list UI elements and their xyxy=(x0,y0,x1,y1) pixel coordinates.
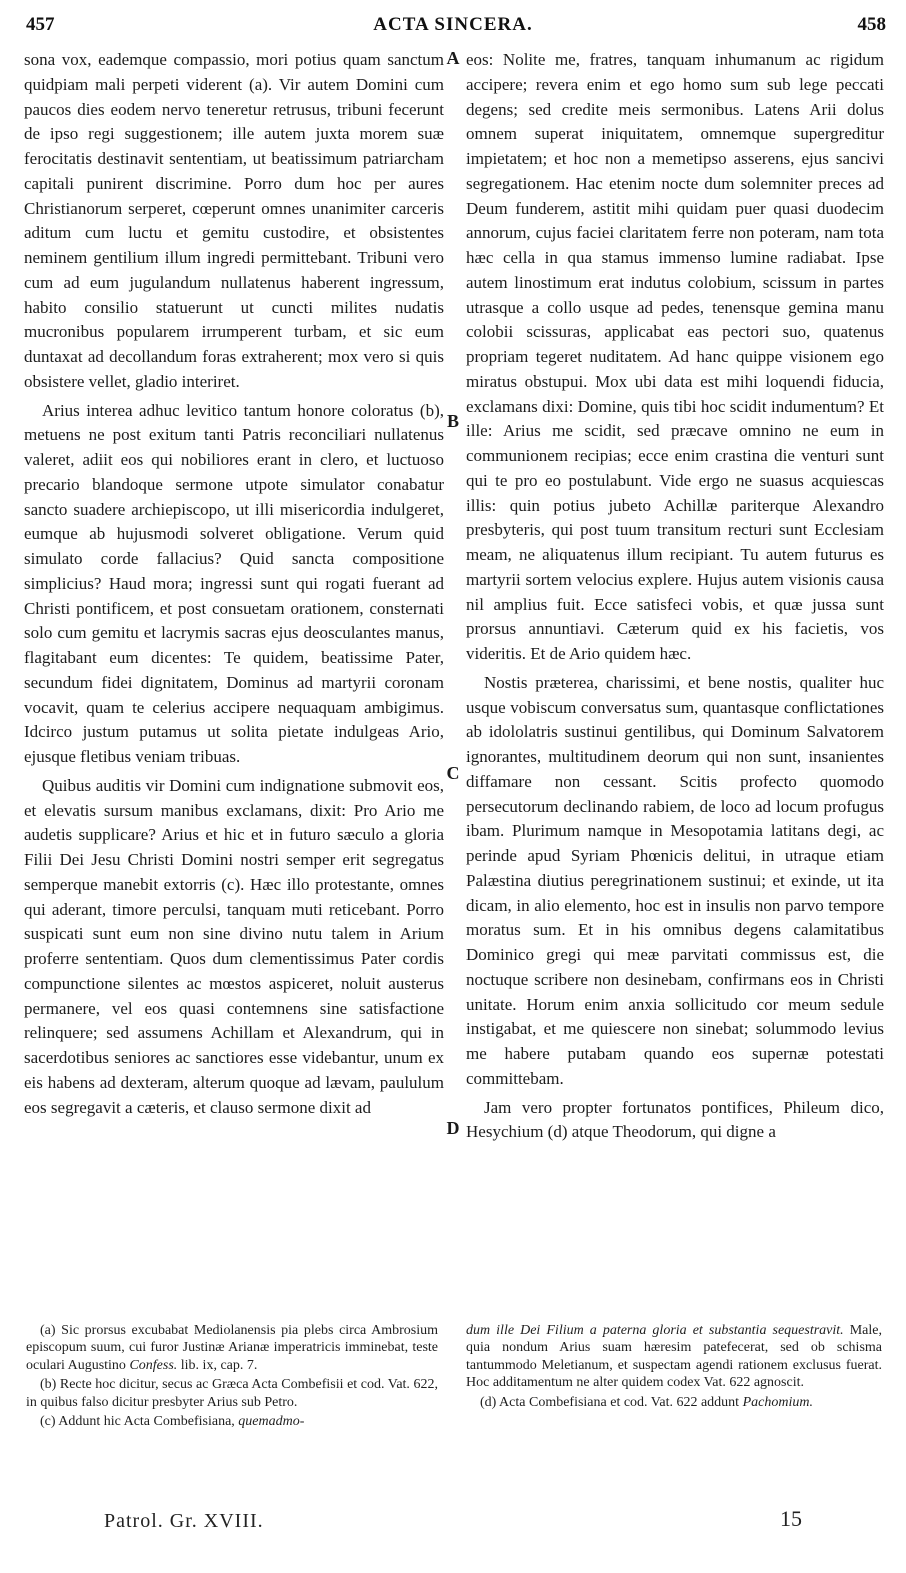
margin-marker-a: A xyxy=(446,48,460,68)
left-paragraph-2: Arius interea adhuc levitico tantum honore coloratus (b), metuens ne post exitum tanti Patris reconciliari nullatenus valeret, adiit eos qui nobiliores erant in clero, et luctuoso precario blandoque sermone utpote simulator conabatur sancto suadere archiepiscopo, ut illi misericordia indulgeret, eumque ab hujusmodi solveret obligatione. Verum quid simulato corde fallacius? Quid sancta compositione simplicius? Haud mora; ingressi sunt qui rogati fuerant ad Christi pontificem, et post consuetam orationem, consternati solo cum gemitu et lacrymis sacras ejus deosculantes manus, flagitabant eum dicentes: Te quidem, beatissime Pater, secundum fidei dignitatem, Dominus ad martyrii coronam vocavit, quam te celerius accipere nequaquam ambigimus. Idcirco justum putamus ut solita pietate indulgeas Ario, ejusque fletibus veniam tribuas. xyxy=(24,400,444,766)
footnotes-left xyxy=(26,1322,438,1432)
page-number-left: 457 xyxy=(26,14,55,35)
footnote-c-text: (c) Addunt hic Acta Combefisiana, xyxy=(40,1414,235,1430)
footnote-c xyxy=(26,1413,438,1430)
footnote-a-tail: lib. ix, cap. 7. xyxy=(180,1357,258,1373)
footnote-c-cont-text: Male, quia nondum Arius suam hæresim patefecerat, sed ob schisma tantummodo Meletianum, et suspectam agendi rationem exclusus fuerat. Hoc additamentum ne alter quidem codex Vat. 622 agnoscit. xyxy=(466,1323,882,1391)
right-paragraph-1: eos: Nolite me, fratres, tanquam inhumanum ac rigidum accipere; revera enim et ego homo sum sub lege peccati degens; sed credite meis sermonibus. Latens Arii dolus omnem superat iniquitatem, omnemque supergreditur impietatem; et hoc non a memetipso asserens, ejus sancivi segregationem. Hac etenim nocte dum solemniter preces ad Deum funderem, astitit mihi quidam puer quasi duodecim annorum, cujus faciei claritatem ferre non poteram, nam tota hæc cella in qua stamus immenso lumine radiabat. Ipse autem linostimum erat indutus colobium, scissum in partes utrasque a collo usque ad pedes, tenensque gemina manu colobii scissuras, applicabat eas pectori suo, quatenus propriam tegeret nuditatem. Ad hanc quippe visionem ego miratus obstupui. Mox ubi data est mihi loquendi fiducia, exclamans dixi: Domine, quis tibi hoc scidit indumentum? Et ille: Arius me scidit, sed præcave omnino ne eum in communionem recipias; ecce enim crastina die venturi sunt qui te pro eo postulabunt. Vide ergo ne suasus acquiescas illis: quin potius jubeto Achillæ pariterque Alexandro presbyteris, qui post tuum transitum recturi sunt Ecclesiam meam, ne aliquatenus illum recipiant. Tu autem futurus es martyrii sortem velocius explere. Hujus autem visionis causa nil amplius fuit. Ecce satisfeci vobis, et quæ jussa sunt prorsus annuntiavi. Cæterum quid ex his facietis, vos videritis. Et de Ario quidem hæc. xyxy=(466,50,884,663)
margin-marker-d: D xyxy=(446,1118,460,1138)
footnote-c-cont-italic: dum ille Dei Filium a paterna gloria et substantia sequestravit. xyxy=(466,1323,844,1338)
running-title: ACTA SINCERA. xyxy=(373,14,533,35)
page-number-right: 458 xyxy=(857,14,886,35)
right-column xyxy=(466,48,884,1149)
left-column xyxy=(24,48,444,1124)
footnote-c-italic: quemadmo- xyxy=(238,1414,305,1430)
footnote-a-italic: Confess. xyxy=(129,1357,178,1373)
margin-marker-c: C xyxy=(446,763,460,783)
footnote-a-text: (a) Sic prorsus excubabat Mediolanensis pia plebs circa Ambrosium episcopum suum, cui furor Justinæ Arianæ imperatricis imminebat, teste oculari Augustino xyxy=(26,1323,438,1373)
margin-marker-b: B xyxy=(446,411,459,431)
signature-number: 15 xyxy=(780,1506,802,1531)
footnote-d-italic: Pachomium. xyxy=(742,1394,813,1410)
footnotes-right xyxy=(466,1322,882,1413)
left-paragraph-3: Quibus auditis vir Domini cum indignatione submovit eos, et elevatis sursum manibus exclamans, dixit: Pro Ario me audetis supplicare? Arius et hic et in futuro sæculo a gloria Filii Dei Jesu Christi Domini nostri semper erit segregatus semperque manebit extorris (c). Hæc illo protestante, omnes qui aderant, timore perculsi, tanquam muti reticebant. Porro suspicati sunt eum non sine divino nutu talem in Arium proferre sententiam. Quos dum clementissimus Pater cordis compunctione silentes ac mœstos aspiceret, noluit austerus permanere, vel eos quasi contemnens sine satisfactione relinquere; sed assumens Achillam et Alexandrum, qui in sacerdotibus seniores ac sanctiores esse videbantur, unum ex eis habens ad dexteram, alterum quoque ad lævam, paululum eos segregavit a cæteris, et clauso sermone dixit ad xyxy=(24,775,444,1117)
right-paragraph-3: Jam vero propter fortunatos pontifices, Phileum dico, Hesychium (d) atque Theodorum, qui digne a xyxy=(466,1097,884,1142)
footnote-c-continuation xyxy=(466,1322,882,1392)
signature-mark: Patrol. Gr. XVIII. xyxy=(104,1510,264,1532)
right-paragraph-2: Nostis præterea, charissimi, et bene nostis, qualiter huc usque vobiscum conversatus sum, quantasque conflictationes ab idololatris sustinui gentilibus, qui Dominum Salvatorem ignorantes, multitudinem deorum qui non sunt, insanientes diffamare non cessant. Scitis profecto quomodo persecutorum declinando rabiem, de loco ad locum profugus ibam. Plurimum namque in Mesopotamia latitans degi, ac perinde apud Syriam Phœnicis delitui, in utraque etiam Palæstina diutius peregrinationem sustinui; et exinde, ut ita dicam, in alio elemento, hoc est in insulis non parvo tempore moratus sum. Et in his omnibus degens calamitatibus Dominico gregi qui meæ parvitati commissus est, die noctuque scribere non desinebam, confirmans eos in Christi unitate. Horum enim anxia sollicitudo cor meum sedule instigabat, et me quiescere non sinebat; solummodo levius me habere putabam quando eos supernæ potestati committebam. xyxy=(466,672,884,1088)
footnote-d-text: (d) Acta Combefisiana et cod. Vat. 622 addunt xyxy=(480,1394,740,1410)
footnote-d xyxy=(466,1394,882,1411)
footnote-b: (b) Recte hoc dicitur, secus ac Græca Acta Combefisii et cod. Vat. 622, in quibus falso dicitur presbyter Arius sub Petro. xyxy=(26,1377,438,1410)
left-paragraph-1: sona vox, eademque compassio, mori potius quam sanctum quidpiam mali perpeti viderent (a). Vir autem Domini cum paucos dies eodem nervo teneretur retrusus, tribuni fecerunt de ipso regi suggestionem; ille autem juxta morem suæ ferocitatis destinavit sententiam, ut beatissimum patriarcham capitali punirent discrimine. Porro dum hoc per aures Christianorum serperet, cœperunt omnes unanimiter carceris aditum cum luctu et gemitu custodire, et obsistentes neminem gentilium illum ingredi permittebant. Tribuni vero cum ad eum jugulandum nullatenus haberent ingressum, habito consilio statuerunt ut cuncti milites nudatis mucronibus popularem irrumperent turbam, et sic eum duntaxat ad decollandum foras extraherent; mox vero si quis obsistere vellet, gladio interiret. xyxy=(24,50,444,391)
footnote-a xyxy=(26,1322,438,1374)
